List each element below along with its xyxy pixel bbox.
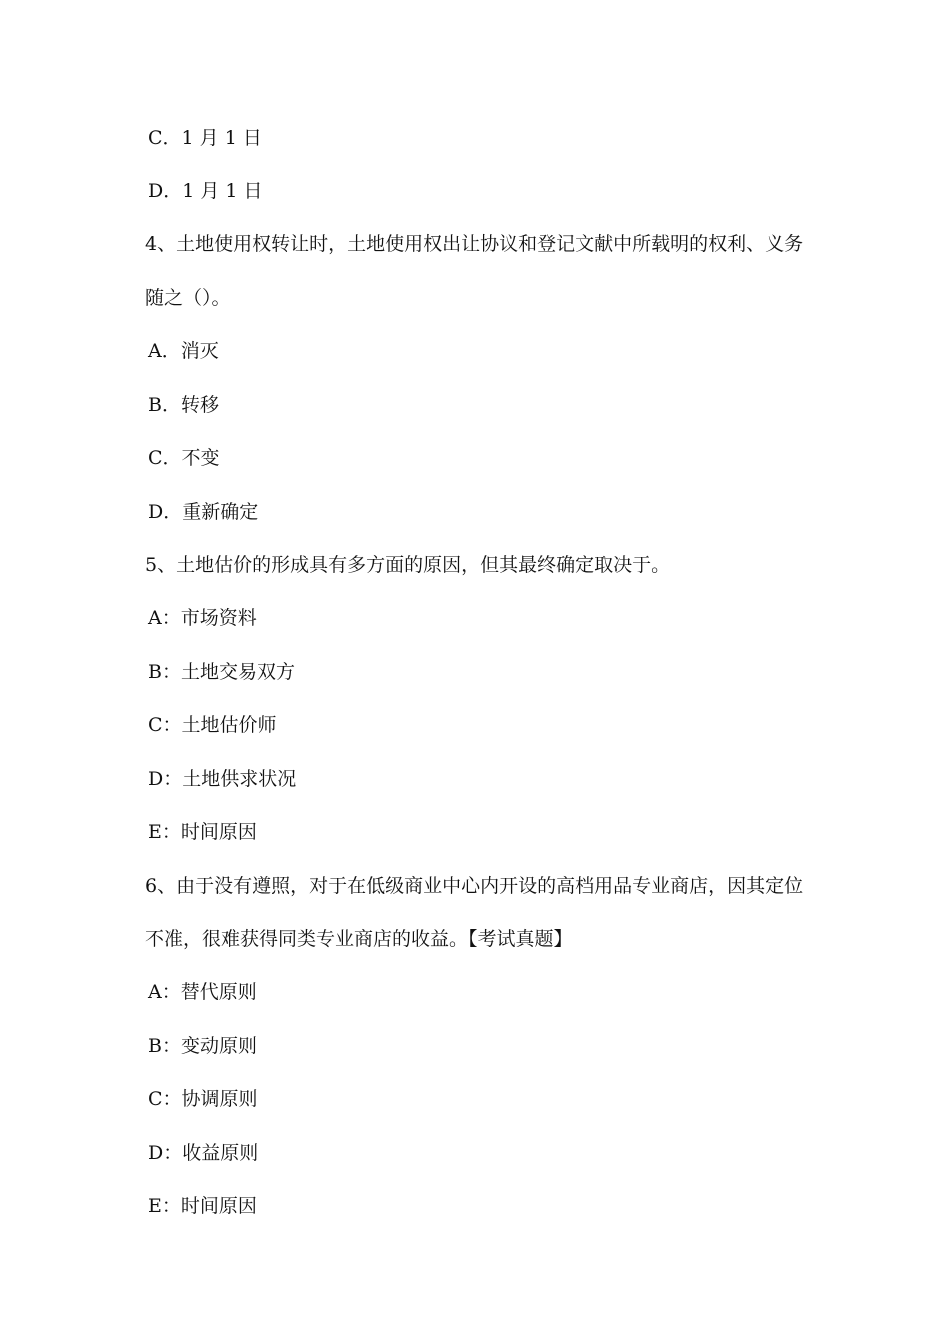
q6-option-c: C：协调原则 [148,1088,258,1110]
q5-stem: 5、土地估价的形成具有多方面的原因，但其最终确定取决于。 [145,554,671,576]
q4-option-a: A．消灭 [148,340,219,362]
q4-stem-line1: 4、土地使用权转让时，土地使用权出让协议和登记文献中所载明的权利、义务 [145,233,804,255]
q6-stem-line1: 6、由于没有遵照，对于在低级商业中心内开设的高档用品专业商店，因其定位 [145,875,804,897]
q5-option-c: C：土地估价师 [148,714,277,736]
q6-option-d: D：收益原则 [148,1142,259,1164]
q3-option-d: D．1 月 1 日 [148,180,263,202]
q5-option-e: E：时间原因 [148,821,257,843]
q4-option-b: B．转移 [148,394,219,416]
q4-option-d: D．重新确定 [148,501,259,523]
q6-option-b: B：变动原则 [148,1035,257,1057]
q3-option-c: C．1 月 1 日 [148,127,262,149]
q4-option-c: C．不变 [148,447,220,469]
q4-stem-line2: 随之（）。 [145,287,231,309]
q5-option-a: A：市场资料 [148,607,257,629]
q6-stem-line2: 不准，很难获得同类专业商店的收益。【考试真题】 [145,928,573,950]
q6-option-a: A：替代原则 [148,981,257,1003]
q5-option-d: D：土地供求状况 [148,768,297,790]
q6-option-e: E：时间原因 [148,1195,257,1217]
q5-option-b: B：土地交易双方 [148,661,295,683]
